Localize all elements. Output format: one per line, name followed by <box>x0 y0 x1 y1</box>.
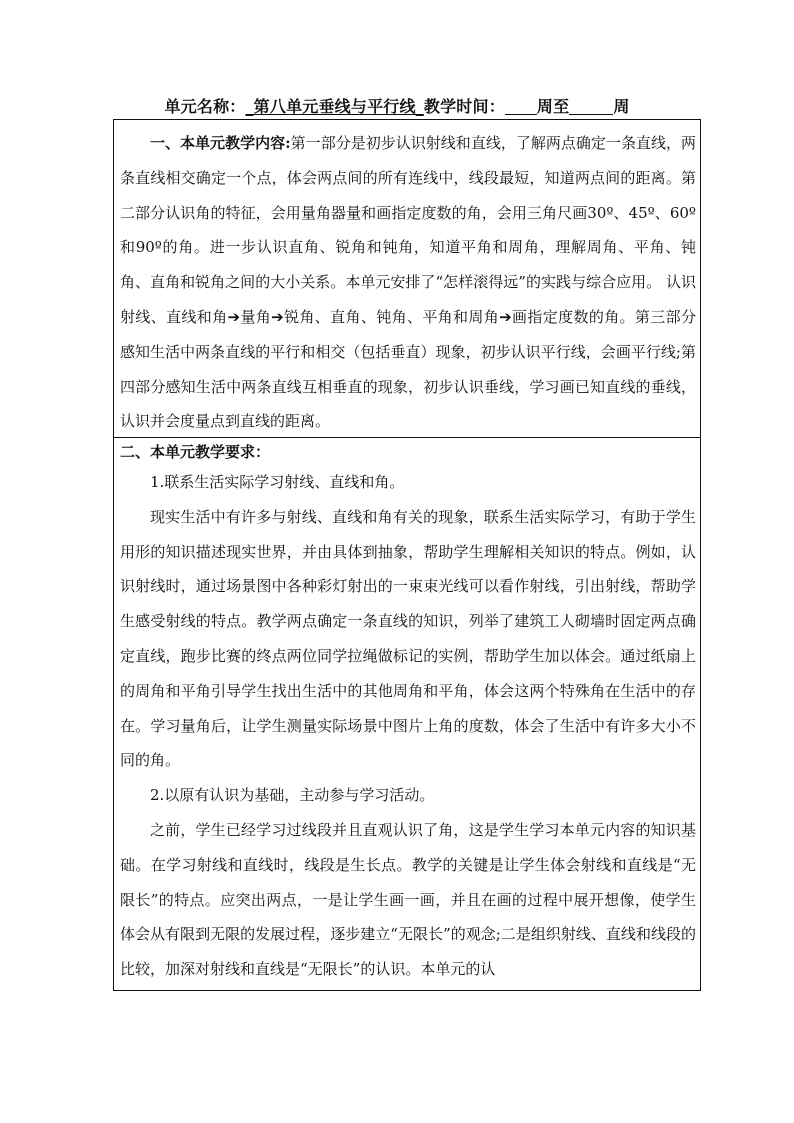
requirement-2-title: 2.以原有认识为基础，主动参与学习活动。 <box>150 786 435 805</box>
teaching-content-body: 第一部分是初步认识射线和直线，了解两点确定一条直线，两条直线相交确定一个点，体会两点间的所有连线中，线段最短，知道两点间的距离。第二部分认识角的特征，会用量角器量和画指定度数的角，会用三角尺画30º、45º、60º和90º的角。进一步认识直角、锐角和钝角，知道平角和周角，理解周角、平角、钝角、直角和锐角之间的大小关系。本单元安排了“怎样滚得远”的实践与综合应用。 认识射线、直线和角➔量角➔锐角、直角、钝角、平角和周角➔画指定度数的角。第三部分感知生活中两条直线的平行和相交（包括垂直）现象，初步认识平行线，会画平行线;第四部分感知生活中两条直线互相垂直的现象，初步认识垂线，学习画已知直线的垂线，认识并会度量点到直线的距离。 <box>120 134 696 431</box>
teaching-content-cell <box>114 120 700 438</box>
teaching-content-heading: 一、本单元教学内容: <box>150 134 291 152</box>
document-header <box>0 96 794 118</box>
requirement-1-body: 现实生活中有许多与射线、直线和角有关的现象，联系生活实际学习，有助于学生用形的知识描述现实世界，并由具体到抽象，帮助学生理解相关知识的特点。例如，认识射线时，通过场景图中各种彩灯射出的一束束光线可以看作射线，引出射线，帮助学生感受射线的特点。教学两点确定一条直线的知识，列举了建筑工人砌墙时固定两点确定直线，跑步比赛的终点两位同学拉绳做标记的实例，帮助学生加以体会。通过纸扇上的周角和平角引导学生找出生活中的其他周角和平角，体会这两个特殊角在生活中的存在。学习量角后，让学生测量实际场景中图片上角的度数，体会了生活中有许多大小不同的角。 <box>120 507 696 770</box>
requirement-1-title: 1.联系生活实际学习射线、直线和角。 <box>150 473 405 491</box>
unit-name-label: 单元名称： <box>164 97 246 116</box>
teaching-time-label: 教学时间： <box>423 97 505 116</box>
requirement-2-body: 之前，学生已经学习过线段并且直观认识了角，这是学生学习本单元内容的知识基础。在学习射线和直线时，线段是生长点。教学的关键是让学生体会射线和直线是“无限长”的特点。应突出两点，一是让学生画一画，并且在画的过程中展开想像，使学生体会从有限到无限的发展过程，逐步建立“无限长”的观念;二是组织射线、直线和线段的比较，加深对射线和直线是“无限长”的认识。本单元的认 <box>120 820 696 979</box>
unit-name-value: _第八单元垂线与平行线_ <box>245 97 424 116</box>
week-start-blank <box>505 98 537 115</box>
teaching-content-paragraph <box>114 120 700 439</box>
week-to-label: 周 <box>613 97 630 116</box>
teaching-requirements-cell <box>114 438 700 990</box>
week-from-label: 周至 <box>536 97 570 116</box>
teaching-requirements-heading: 二、本单元教学要求： <box>120 443 271 461</box>
week-end-blank <box>569 98 613 115</box>
lesson-plan-table <box>113 119 701 991</box>
